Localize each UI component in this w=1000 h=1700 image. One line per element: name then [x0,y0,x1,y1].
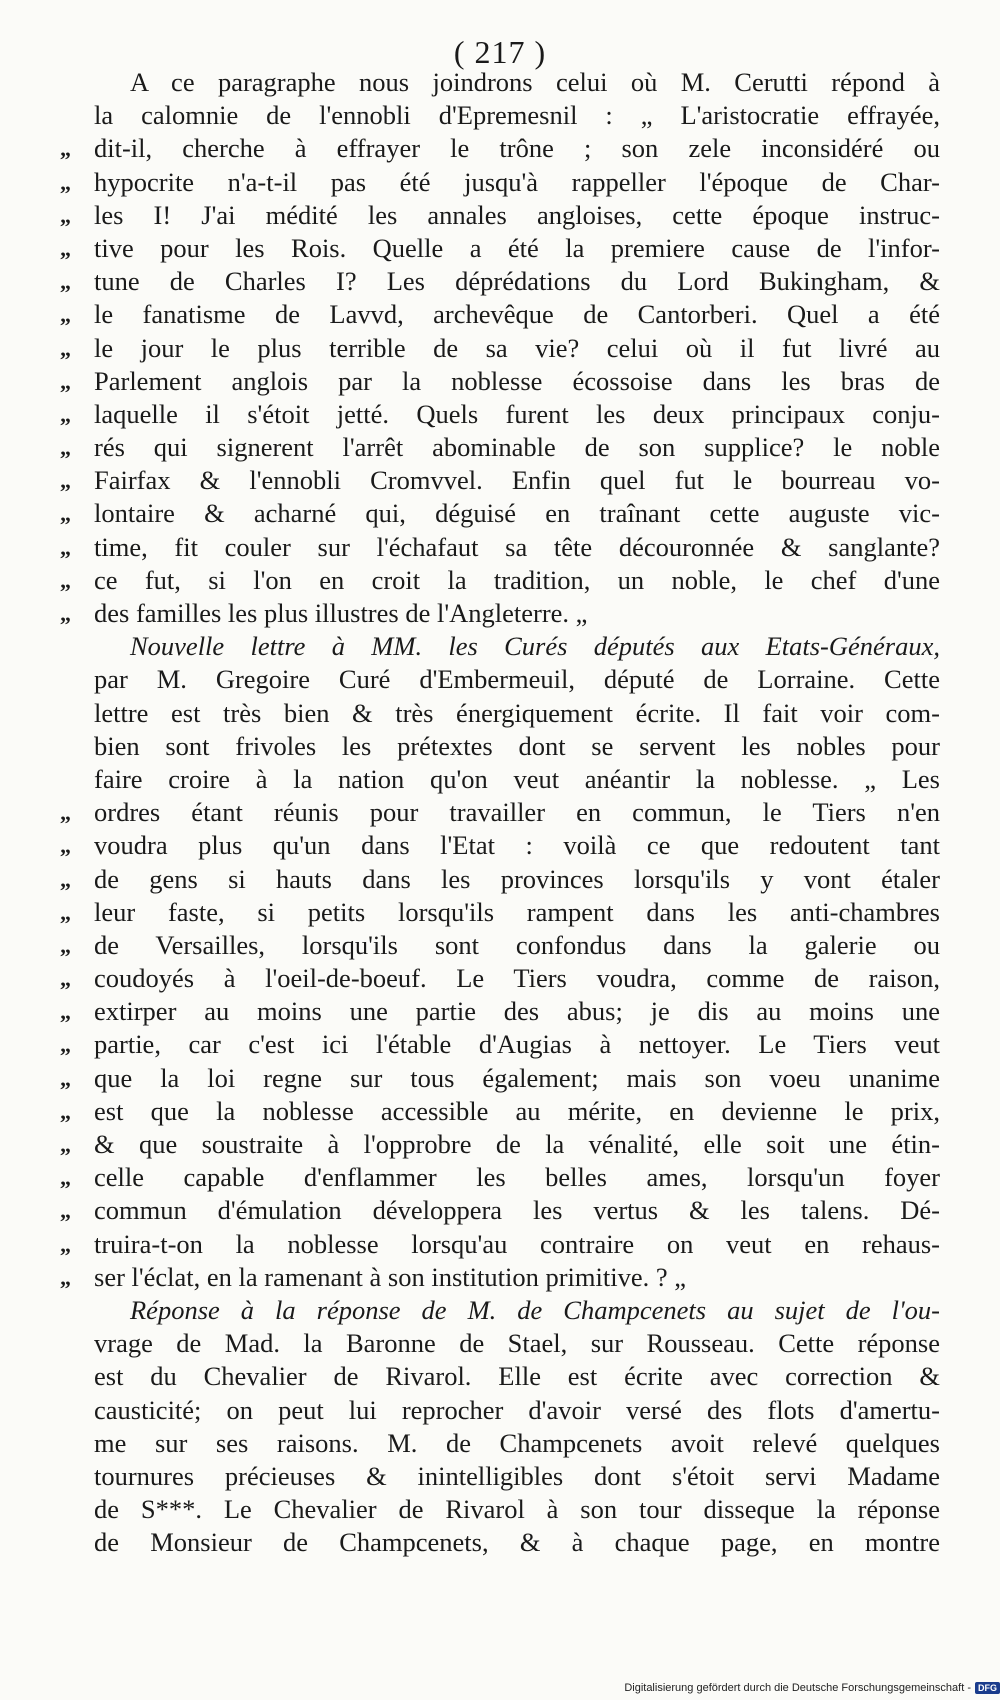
digitization-credit [624,1682,1000,1694]
line-text: Fairfax & l'ennobli Cromvvel. Enfin quel fut le bourreau vo- [94,465,940,496]
line-text: de Monsieur de Champcenets, & à chaque page, en montre [94,1527,940,1558]
text-line [60,232,940,265]
text-line [60,697,940,730]
line-text: extirper au moins une partie des abus; je dis au moins une [94,996,940,1027]
quote-mark: „ [60,501,71,527]
text-line [60,199,940,232]
text-line [60,1526,940,1559]
quote-mark: „ [60,169,71,195]
text-line [60,398,940,431]
text-line [60,1427,940,1460]
quote-mark: „ [60,435,71,461]
line-text: Parlement anglois par la noblesse écossoise dans les bras de [94,365,940,396]
funding-note: Digitalisierung gefördert durch die Deutsche Forschungsgemeinschaft - [624,1682,971,1694]
line-text: leur faste, si petits lorsqu'ils rampent dans les anti-chambres [94,896,940,927]
quote-mark [60,1394,94,1427]
dfg-logo: DFG [975,1682,1000,1694]
text-line [60,1360,940,1393]
text-line [60,1493,940,1526]
text-line [60,1394,940,1427]
quote-mark [60,1294,94,1327]
text-line [60,431,940,464]
line-text: des familles les plus illustres de l'Angleterre. „ [94,598,588,628]
text-line [60,531,940,564]
text-line [60,929,940,962]
quote-mark: „ [60,966,71,992]
quote-mark: „ [60,833,71,859]
line-text: de gens si hauts dans les provinces lorsqu'ils y vont étaler [94,863,940,894]
line-text: & que soustraite à l'opprobre de la vénalité, elle soit une étin- [94,1129,940,1159]
quote-mark: „ [60,899,71,925]
text-line [60,763,940,796]
text-line [60,1261,940,1294]
line-text: faire croire à la nation qu'on veut anéantir la noblesse. „ Les [94,763,940,794]
quote-mark: „ [60,235,71,261]
quote-mark [60,730,94,763]
line-text: commun d'émulation développera les vertus & les talens. Dé- [94,1195,940,1226]
quote-mark: „ [60,468,71,494]
quote-mark: „ [60,1132,71,1157]
text-line [60,265,940,298]
line-text: que la loi regne sur tous également; mais son voeu unanime [94,1062,940,1093]
line-text: ordres étant réunis pour travailler en commun, le Tiers n'en [94,797,940,828]
quote-mark: „ [60,1065,71,1091]
quote-mark [60,1327,94,1360]
line-text: lontaire & acharné qui, déguisé en traînant cette auguste vic- [94,498,940,529]
text-line [60,166,940,199]
text-line [60,1460,940,1493]
line-text: par M. Gregoire Curé d'Embermeuil, député de Lorraine. Cette [94,664,940,695]
line-text: laquelle il s'étoit jetté. Quels furent les deux principaux conju- [94,398,940,429]
line-text: rés qui signerent l'arrêt abominable de son supplice? le noble [94,432,940,463]
text-line [60,99,940,132]
text-line [60,597,940,630]
quote-mark: „ [60,1231,71,1257]
line-text: Nouvelle lettre à MM. les Curés députés aux Etats-Généraux, [130,631,940,662]
quote-mark: „ [60,800,71,826]
quote-mark [60,1526,94,1559]
line-text: A ce paragraphe nous joindrons celui où M. Cerutti répond à [130,67,940,97]
text-line [60,962,940,995]
line-text: lettre est très bien & très énergiquement écrite. Il fait voir com- [94,697,940,728]
text-line [60,730,940,763]
quote-mark: „ [60,401,71,427]
text-line [60,365,940,398]
line-text: celle capable d'enflammer les belles ames, lorsqu'un foyer [94,1162,940,1193]
quote-mark [60,66,94,99]
line-text: le fanatisme de Lavvd, archevêque de Cantorberi. Quel a été [94,299,940,330]
text-line [60,663,940,696]
quote-mark: „ [60,269,71,295]
quote-mark [60,1460,94,1493]
text-line [60,896,940,929]
line-text: ser l'éclat, en la ramenant à son institution primitive. ? „ [94,1261,687,1292]
line-text: truira-t-on la noblesse lorsqu'au contraire on veut en rehaus- [94,1228,940,1259]
page-number: ( 217 ) [453,34,547,70]
line-text: vrage de Mad. la Baronne de Stael, sur Rousseau. Cette réponse [94,1328,940,1359]
quote-mark: „ [60,534,71,560]
page-text [60,66,940,1559]
quote-mark: „ [60,1198,71,1224]
text-line [60,630,940,663]
line-text: de S***. Le Chevalier de Rivarol à son tour disseque la réponse [94,1494,940,1525]
line-text: la calomnie de l'ennobli d'Epremesnil : „ L'aristocratie effrayée, [94,100,940,131]
line-text: de Versailles, lorsqu'ils sont confondus dans la galerie ou [94,929,940,960]
text-line [60,1161,940,1194]
line-text: les I! J'ai médité les annales angloises, cette époque instruc- [94,199,940,230]
quote-mark [60,697,94,730]
line-text: causticité; on peut lui reprocher d'avoir versé des flots d'amertu- [94,1394,940,1425]
text-line [60,564,940,597]
line-text: time, fit couler sur l'échafaut sa tête découronnée & sanglante? [94,531,940,562]
text-line [60,132,940,165]
line-text: Réponse à la réponse de M. de Champcenets au sujet de l'ou- [130,1294,940,1325]
text-line [60,66,940,99]
text-line [60,332,940,365]
text-line [60,1128,940,1161]
line-text: est du Chevalier de Rivarol. Elle est écrite avec correction & [94,1361,940,1392]
line-text: coudoyés à l'oeil-de-boeuf. Le Tiers voudra, comme de raison, [94,963,940,994]
line-text: voudra plus qu'un dans l'Etat : voilà ce que redoutent tant [94,830,940,861]
quote-mark: „ [60,601,71,626]
text-line [60,1327,940,1360]
quote-mark: „ [60,999,71,1025]
quote-mark: „ [60,1264,71,1290]
text-line [60,863,940,896]
line-text: bien sont frivoles les prétextes dont se servent les nobles pour [94,730,940,761]
quote-mark: „ [60,1032,71,1058]
quote-mark [60,1360,94,1393]
quote-mark: „ [60,1165,71,1191]
text-line [60,497,940,530]
line-text: ce fut, si l'on en croit la tradition, un noble, le chef d'une [94,564,940,595]
text-line [60,796,940,829]
text-line [60,1228,940,1261]
quote-mark: „ [60,136,71,162]
text-line [60,1095,940,1128]
text-line [60,464,940,497]
quote-mark: „ [60,368,71,394]
quote-mark [60,663,94,696]
quote-mark: „ [60,1098,71,1124]
text-line [60,829,940,862]
line-text: tive pour les Rois. Quelle a été la premiere cause de l'infor- [94,232,940,263]
quote-mark: „ [60,932,71,958]
line-text: me sur ses raisons. M. de Champcenets avoit relevé quelques [94,1427,940,1458]
quote-mark: „ [60,335,71,361]
quote-mark [60,1427,94,1460]
text-line [60,1294,940,1327]
text-line [60,1028,940,1061]
quote-mark [60,763,94,796]
text-line [60,1194,940,1227]
quote-mark [60,99,94,132]
line-text: est que la noblesse accessible au mérite, en devienne le prix, [94,1095,940,1126]
line-text: le jour le plus terrible de sa vie? celui où il fut livré au [94,332,940,363]
quote-mark [60,630,94,663]
line-text: tune de Charles I? Les déprédations du Lord Bukingham, & [94,266,940,297]
quote-mark: „ [60,202,71,228]
line-text: tournures précieuses & inintelligibles dont s'étoit servi Madame [94,1460,940,1491]
quote-mark: „ [60,866,71,892]
text-line [60,995,940,1028]
quote-mark: „ [60,302,71,328]
line-text: hypocrite n'a-t-il pas été jusqu'à rappeller l'époque de Char- [94,166,940,197]
text-line [60,1062,940,1095]
line-text: dit-il, cherche à effrayer le trône ; son zele inconsidéré ou [94,133,940,164]
quote-mark [60,1493,94,1526]
line-text: partie, car c'est ici l'étable d'Augias à nettoyer. Le Tiers veut [94,1029,940,1060]
quote-mark: „ [60,567,71,593]
text-line [60,298,940,331]
